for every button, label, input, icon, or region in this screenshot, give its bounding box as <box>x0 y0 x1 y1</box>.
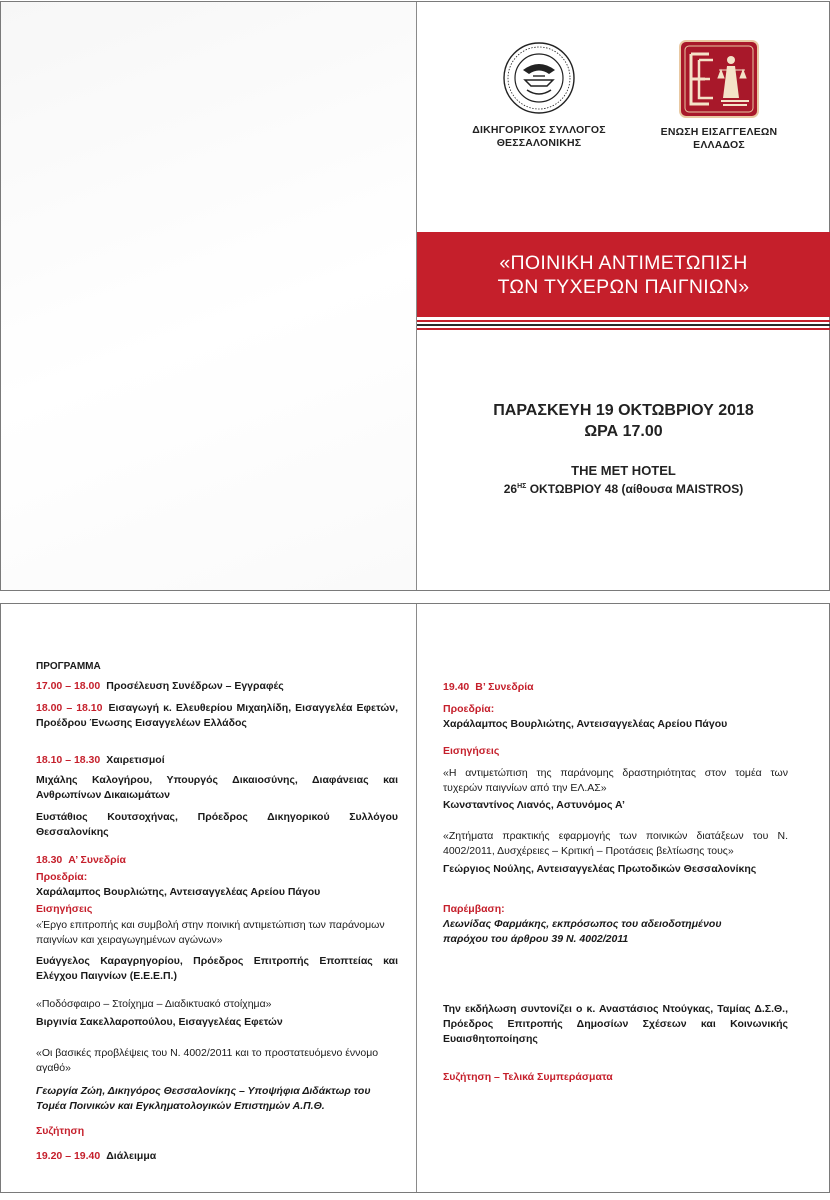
time-slot: 19.40 <box>443 681 470 693</box>
program-left-column <box>36 604 398 1192</box>
time-slot: 17.00 – 18.00 <box>36 680 101 692</box>
session-b-talk-2-speaker: Γεώργιος Νούλης, Αντεισαγγελέας Πρωτοδικών Θεσσαλονίκης <box>443 863 757 875</box>
session-title: Β’ Συνεδρία <box>475 681 534 693</box>
bar-association-seal-icon <box>501 40 577 116</box>
title-stripes <box>417 320 830 332</box>
session-a-talk-3-title: «Οι βασικές προβλέψεις του Ν. 4002/2011 και το προστατευόμενο έννομο αγαθό» <box>36 1047 379 1074</box>
event-title-line2: ΤΩΝ ΤΥΧΕΡΩΝ ΠΑΙΓΝΙΩΝ» <box>497 275 750 298</box>
program-item-title: Χαιρετισμοί <box>106 754 165 766</box>
program-item-break <box>36 1149 398 1164</box>
program-right-column <box>443 604 788 1192</box>
session-b-talk-2-title: «Ζητήματα πρακτικής εφαρμογής των ποινικών διατάξεων του Ν. 4002/2011, Δυσχέρειες – Κριτική – Προτάσεις βελτίωσης τους» <box>443 830 788 857</box>
closing-discussion: Συζήτηση – Τελικά Συμπεράσματα <box>443 1071 613 1083</box>
title-band <box>417 232 830 317</box>
venue-address <box>417 479 830 497</box>
prosecutors-union-emblem-icon <box>679 40 759 118</box>
program-item-text: Προσέλευση Συνέδρων – Εγγραφές <box>106 680 284 692</box>
session-a-talk-3-speaker: Γεωργία Ζώη, Δικηγόρος Θεσσαλονίκης – Υποψήφια Διδάκτωρ του Τομέα Ποινικών και Εγκληματολογικών Επιστημών Α.Π.Θ. <box>36 1085 371 1112</box>
time-slot: 18.00 – 18.10 <box>36 702 103 714</box>
stripe <box>417 320 830 322</box>
cover-panel <box>417 2 830 590</box>
event-date: ΠΑΡΑΣΚΕΥΗ 19 ΟΚΤΩΒΡΙΟΥ 2018 <box>493 402 754 419</box>
greeting-speaker-2: Ευστάθιος Κουτσοχήνας, Πρόεδρος Δικηγορικού Συλλόγου Θεσσαλονίκης <box>36 811 398 838</box>
time-slot: 18.10 – 18.30 <box>36 754 101 766</box>
fold-line <box>416 604 417 1192</box>
event-title-line1: «ΠΟΙΝΙΚΗ ΑΝΤΙΜΕΤΩΠΙΣΗ <box>499 251 748 274</box>
prosecutors-union-logo-block <box>639 40 799 152</box>
session-b-talk-1-title: «Η αντιμετώπιση της παράνομης δραστηριότητας στον τομέα των τυχερών παιγνίων από την ΕΛ.ΑΣ» <box>443 767 788 794</box>
event-datetime <box>417 400 830 442</box>
session-a-chair: Χαράλαμπος Βουρλιώτης, Αντεισαγγελέας Αρείου Πάγου <box>36 886 321 898</box>
bar-association-name-line1: ΔΙΚΗΓΟΡΙΚΟΣ ΣΥΛΛΟΓΟΣ <box>472 124 606 136</box>
stripe <box>417 328 830 330</box>
bar-association-name <box>459 124 619 150</box>
event-venue <box>417 462 830 497</box>
session-a-talk-2-title: «Ποδόσφαιρο – Στοίχημα – Διαδικτυακό στοίχημα» <box>36 998 272 1010</box>
time-slot: 18.30 <box>36 854 63 866</box>
event-time: ΩΡΑ 17.00 <box>584 423 663 440</box>
stripe <box>417 324 830 326</box>
program-item-text: Διάλειμμα <box>106 1150 157 1162</box>
time-slot: 19.20 – 19.40 <box>36 1150 101 1162</box>
session-a-talks-label: Εισηγήσεις <box>36 903 93 915</box>
venue-name: THE MET HOTEL <box>571 463 676 478</box>
bar-association-name-line2: ΘΕΣΣΑΛΟΝΙΚΗΣ <box>496 137 582 149</box>
session-b-talk-1-speaker: Κωνσταντίνος Λιανός, Αστυνόμος Α’ <box>443 799 625 811</box>
session-a-talk-2-speaker: Βιργινία Σακελλαροπούλου, Εισαγγελέας Εφετών <box>36 1016 283 1028</box>
venue-address-ordinal: ΗΣ <box>517 483 527 490</box>
session-a-discussion: Συζήτηση <box>36 1125 85 1137</box>
session-a-header <box>36 853 398 868</box>
program-item-arrival <box>36 679 398 694</box>
greeting-speaker-1: Μιχάλης Καλογήρου, Υπουργός Δικαιοσύνης, Διαφάνειας και Ανθρωπίνων Δικαιωμάτων <box>36 774 398 801</box>
venue-address-number: 26 <box>503 482 518 496</box>
cover-sheet <box>0 1 830 591</box>
venue-address-street: ΟΚΤΩΒΡΙΟΥ 48 (αίθουσα MAISTROS) <box>526 482 744 496</box>
session-b-intervention-label: Παρέμβαση: <box>443 903 505 915</box>
program-item-intro <box>36 701 398 731</box>
session-a-talk-1-title: «Έργο επιτροπής και συμβολή στην ποινική αντιμετώπιση των παράνομων παιγνίων και χειραγωγημένων αγώνων» <box>36 919 385 946</box>
session-b-header <box>443 680 788 695</box>
session-b-intervention: Λεωνίδας Φαρμάκης, εκπρόσωπος του αδειοδοτημένου παρόχου του άρθρου 39 Ν. 4002/2011 <box>443 918 722 945</box>
program-heading: ΠΡΟΓΡΑΜΜΑ <box>36 661 101 672</box>
bar-association-logo-block <box>459 40 619 150</box>
prosecutors-union-name <box>639 126 799 152</box>
prosecutors-union-name-line1: ΕΝΩΣΗ ΕΙΣΑΓΓΕΛΕΩΝ <box>660 126 778 138</box>
session-b-chair: Χαράλαμπος Βουρλιώτης, Αντεισαγγελέας Αρείου Πάγου <box>443 718 728 730</box>
session-title: Α’ Συνεδρία <box>68 854 127 866</box>
session-a-talk-1-speaker: Ευάγγελος Καραγρηγορίου, Πρόεδρος Επιτροπής Εποπτείας και Ελέγχου Παιγνίων (Ε.Ε.Ε.Π.) <box>36 955 398 982</box>
program-item-greetings <box>36 753 398 768</box>
session-b-talks-label: Εισηγήσεις <box>443 745 500 757</box>
session-b-chair-label: Προεδρία: <box>443 703 495 715</box>
program-sheet <box>0 603 830 1193</box>
session-a-chair-label: Προεδρία: <box>36 871 88 883</box>
event-coordinator: Την εκδήλωση συντονίζει ο κ. Αναστάσιος Ντούγκας, Ταμίας Δ.Σ.Θ., Πρόεδρος Επιτροπής Δημοσίων Σχέσεων και Κοινωνικής Ευαισθητοποίησης <box>443 1003 788 1045</box>
back-panel <box>1 2 416 590</box>
program-item-text: Εισαγωγή κ. Ελευθερίου Μιχαηλίδη, Εισαγγελέα Εφετών, Προέδρου Ένωσης Εισαγγελέων Ελλάδος <box>36 702 398 729</box>
prosecutors-union-name-line2: ΕΛΛΑΔΟΣ <box>693 139 745 151</box>
